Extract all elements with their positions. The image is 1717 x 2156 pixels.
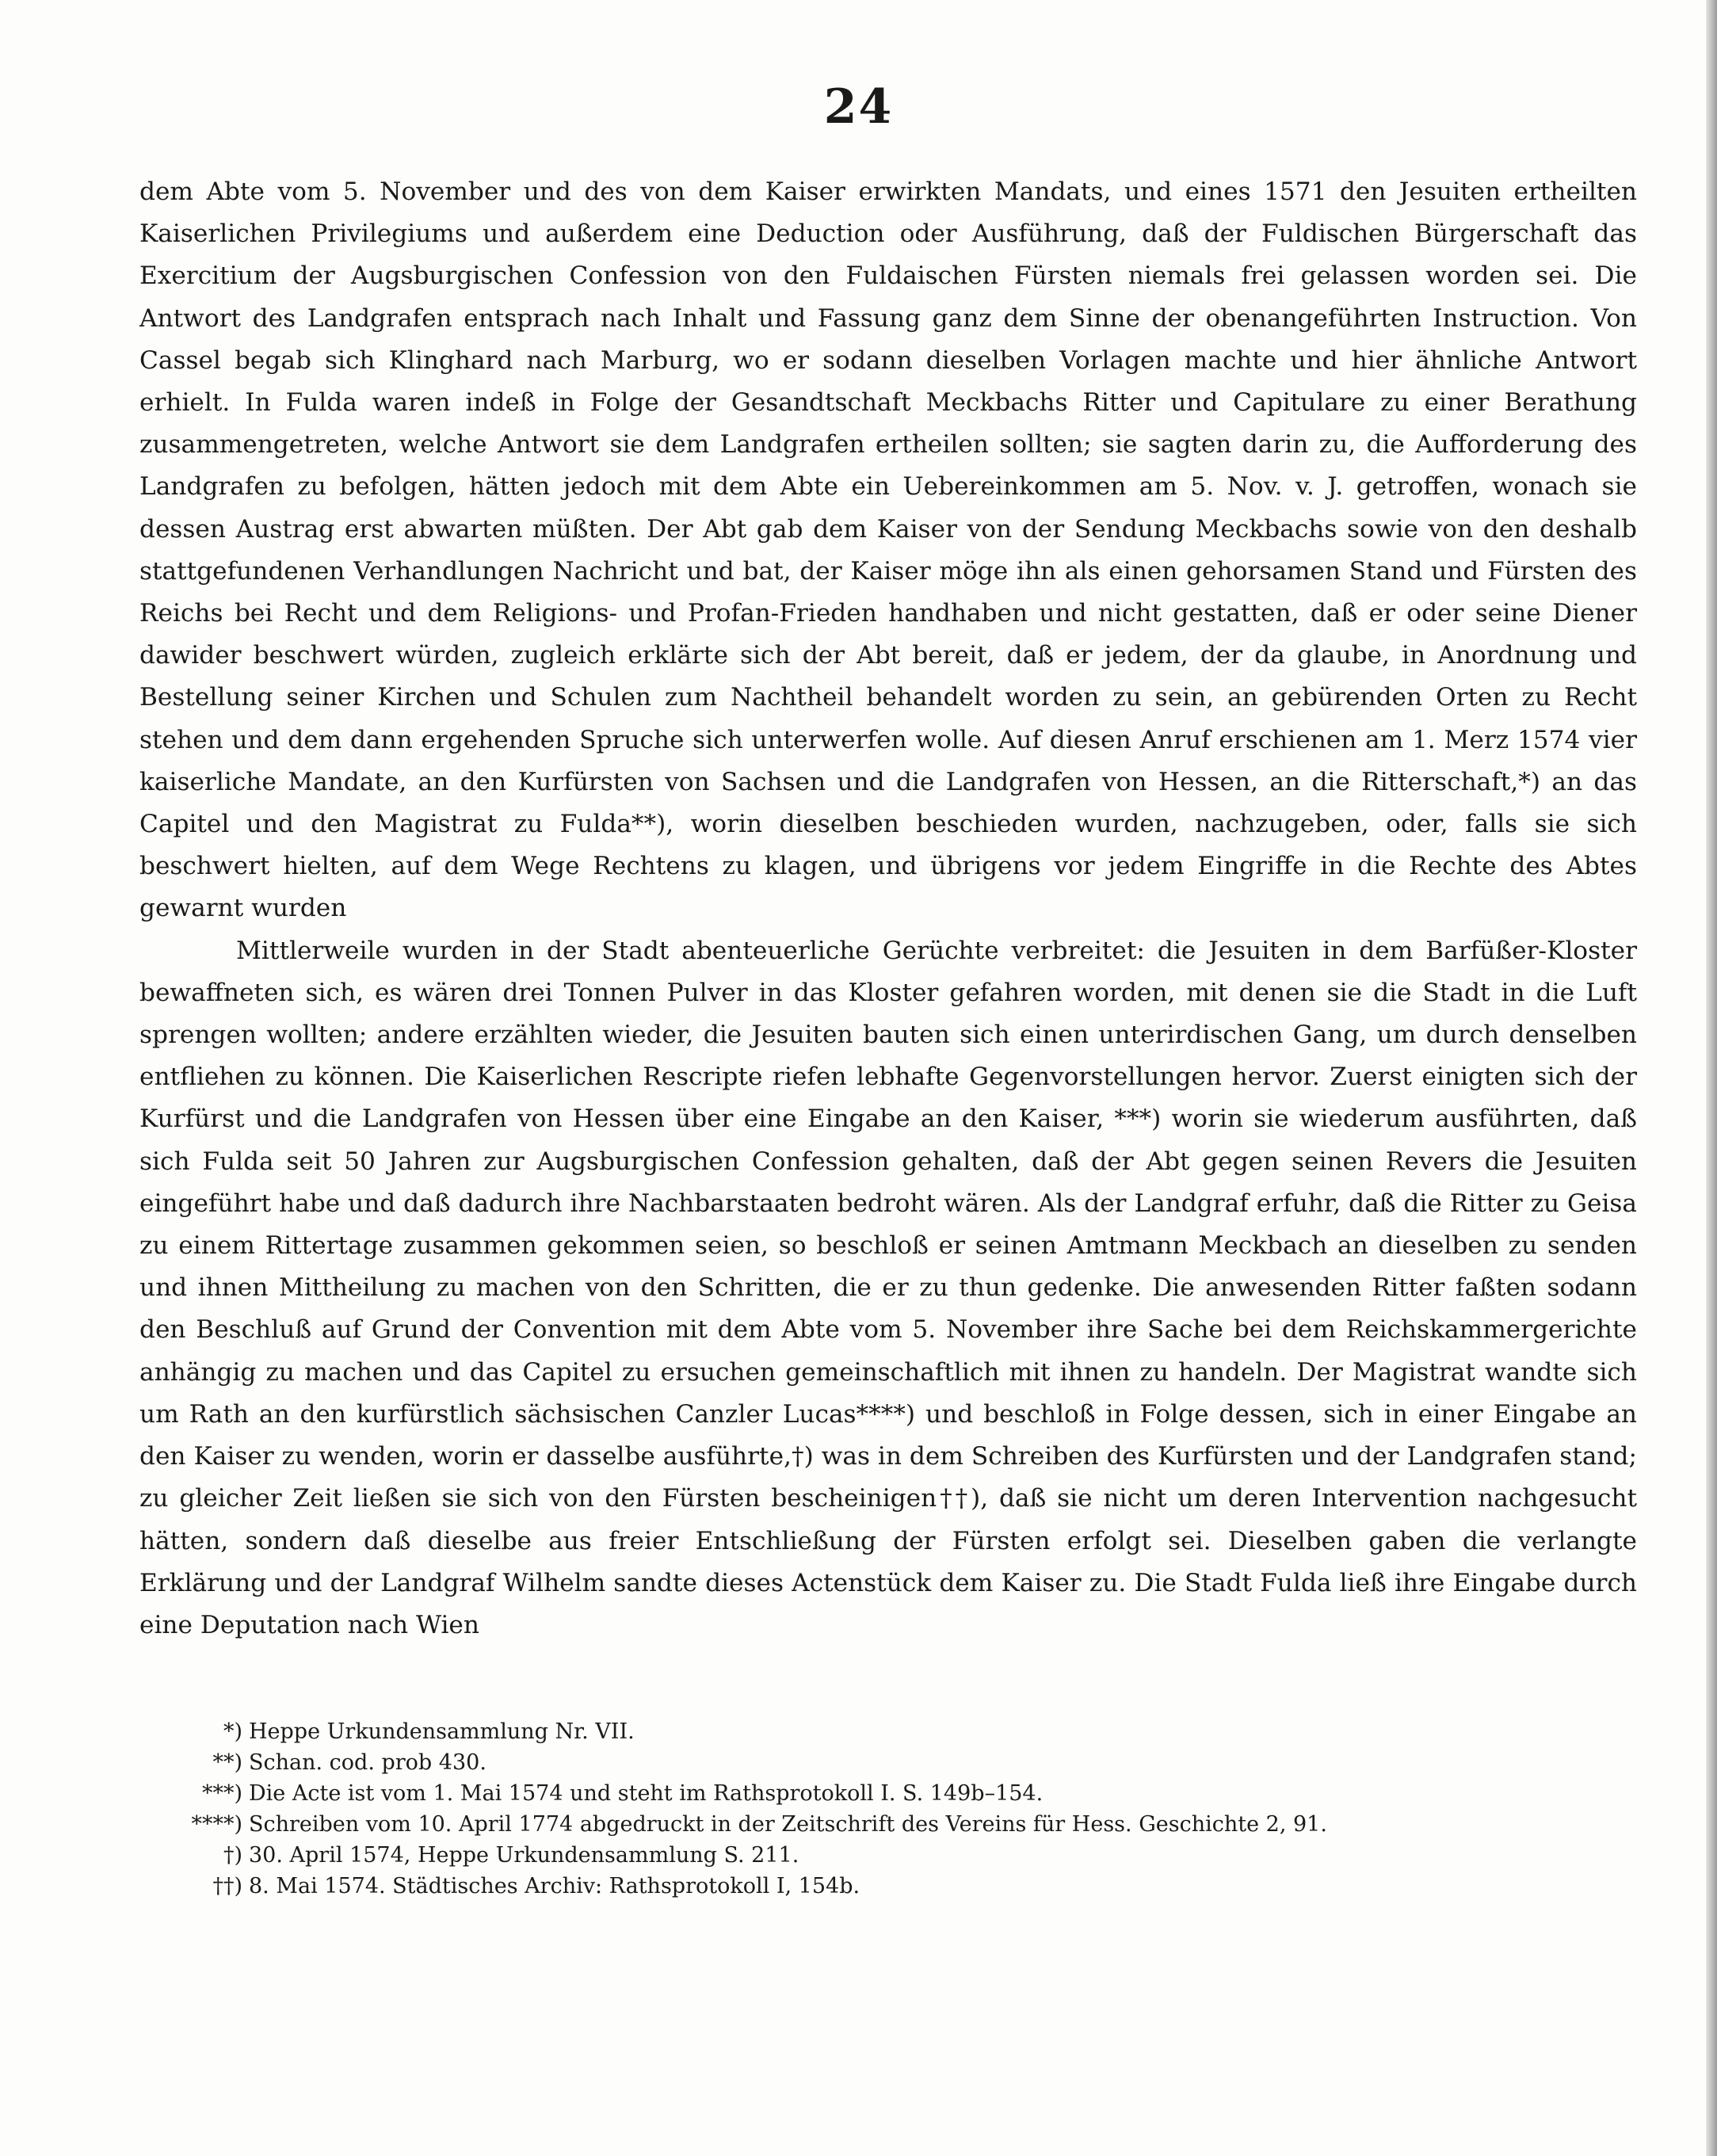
footnote-mark: ††) xyxy=(212,1874,242,1898)
footnote-text: 8. Mai 1574. Städtisches Archiv: Rathsprotokoll I, 154b. xyxy=(249,1874,860,1898)
footnote-text: 30. April 1574, Heppe Urkundensammlung S. 211. xyxy=(249,1843,799,1868)
footnote-text: Schan. cod. prob 430. xyxy=(249,1750,486,1775)
footnote-mark: **) xyxy=(212,1750,242,1775)
footnote xyxy=(139,1747,1637,1778)
footnote-mark: ****) xyxy=(191,1812,242,1837)
footnote xyxy=(139,1840,1637,1871)
footnote-text: Die Acte ist vom 1. Mai 1574 und steht im Rathsprotokoll I. S. 149b–154. xyxy=(249,1781,1044,1806)
footnote-mark: †) xyxy=(223,1843,242,1868)
footnote-mark: *) xyxy=(223,1719,242,1744)
footnotes xyxy=(139,1716,1637,1902)
footnote-text: Heppe Urkundensammlung Nr. VII. xyxy=(249,1719,635,1744)
footnote xyxy=(139,1716,1637,1747)
scan-edge-shadow xyxy=(1706,0,1717,2156)
page-number: 24 xyxy=(823,79,894,135)
footnote xyxy=(139,1778,1637,1809)
footnote xyxy=(139,1809,1637,1840)
paragraph: Mittlerweile wurden in der Stadt abenteuerliche Gerüchte verbreitet: die Jesuiten in dem Barfüßer-Kloster bewaffneten sich, es wären drei Tonnen Pulver in das Kloster gefahren worden, mit denen sie die Stadt in die Luft sprengen wollten; andere erzählten wieder, die Jesuiten bauten sich einen unterirdischen Gang, um durch denselben entfliehen zu können. Die Kaiserlichen Rescripte riefen lebhafte Gegenvorstellungen hervor. Zuerst einigten sich der Kurfürst und die Landgrafen von Hessen über eine Eingabe an den Kaiser, ***) worin sie wiederum ausführten, daß sich Fulda seit 50 Jahren zur Augsburgischen Confession gehalten, daß der Abt gegen seinen Revers die Jesuiten eingeführt habe und daß dadurch ihre Nachbarstaaten bedroht wären. Als der Landgraf erfuhr, daß die Ritter zu Geisa zu einem Rittertage zusammen gekommen seien, so beschloß er seinen Amtmann Meckbach an dieselben zu senden und ihnen Mittheilung zu machen von den Schritten, die er zu thun gedenke. Die anwesenden Ritter faßten sodann den Beschluß auf Grund der Convention mit dem Abte vom 5. November ihre Sache bei dem Reichskammergerichte anhängig zu machen und das Capitel zu ersuchen gemeinschaftlich mit ihnen zu handeln. Der Magistrat wandte sich um Rath an den kurfürstlich sächsischen Canzler Lucas****) und beschloß in Folge dessen, sich in einer Eingabe an den Kaiser zu wenden, worin er dasselbe ausführte,†) was in dem Schreiben des Kurfürsten und der Landgrafen stand; zu gleicher Zeit ließen sie sich von den Fürsten bescheinigen††), daß sie nicht um deren Intervention nachgesucht hätten, sondern daß dieselbe aus freier Entschließung der Fürsten erfolgt sei. Dieselben gaben die verlangte Erklärung und der Landgraf Wilhelm sandte dieses Actenstück dem Kaiser zu. Die Stadt Fulda ließ ihre Eingabe durch eine Deputation nach Wien xyxy=(139,936,1637,1639)
body-text xyxy=(139,171,1637,1647)
paragraph: dem Abte vom 5. November und des von dem Kaiser erwirkten Mandats, und eines 1571 den Jesuiten ertheilten Kaiserlichen Privilegiums und außerdem eine Deduction oder Ausführung, daß der Fuldischen Bürgerschaft das Exercitium der Augsburgischen Confession von den Fuldaischen Fürsten niemals frei gelassen worden sei. Die Antwort des Landgrafen entsprach nach Inhalt und Fassung ganz dem Sinne der obenangeführten Instruction. Von Cassel begab sich Klinghard nach Marburg, wo er sodann dieselben Vorlagen machte und hier ähnliche Antwort erhielt. In Fulda waren indeß in Folge der Gesandtschaft Meckbachs Ritter und Capitulare zu einer Berathung zusammengetreten, welche Antwort sie dem Landgrafen ertheilen sollten; sie sagten darin zu, die Aufforderung des Landgrafen zu befolgen, hätten jedoch mit dem Abte ein Uebereinkommen am 5. Nov. v. J. getroffen, wonach sie dessen Austrag erst abwarten müßten. Der Abt gab dem Kaiser von der Sendung Meckbachs sowie von den deshalb stattgefundenen Verhandlungen Nachricht und bat, der Kaiser möge ihn als einen gehorsamen Stand und Fürsten des Reichs bei Recht und dem Religions- und Profan-Frieden handhaben und nicht gestatten, daß er oder seine Diener dawider beschwert würden, zugleich erklärte sich der Abt bereit, daß er jedem, der da glaube, in Anordnung und Bestellung seiner Kirchen und Schulen zum Nachtheil behandelt worden zu sein, an gebürenden Orten zu Recht stehen und dem dann ergehenden Spruche sich unterwerfen wolle. Auf diesen Anruf erschienen am 1. Merz 1574 vier kaiserliche Mandate, an den Kurfürsten von Sachsen und die Landgrafen von Hessen, an die Ritterschaft,*) an das Capitel und den Magistrat zu Fulda**), worin dieselben beschieden wurden, nachzugeben, oder, falls sie sich beschwert hielten, auf dem Wege Rechtens zu klagen, und übrigens vor jedem Eingriffe in die Rechte des Abtes gewarnt wurden xyxy=(139,177,1637,923)
footnote-text: Schreiben vom 10. April 1774 abgedruckt in der Zeitschrift des Vereins für Hess. Geschichte 2, 91. xyxy=(249,1812,1327,1837)
footnote xyxy=(139,1871,1637,1902)
footnote-mark: ***) xyxy=(201,1781,242,1806)
